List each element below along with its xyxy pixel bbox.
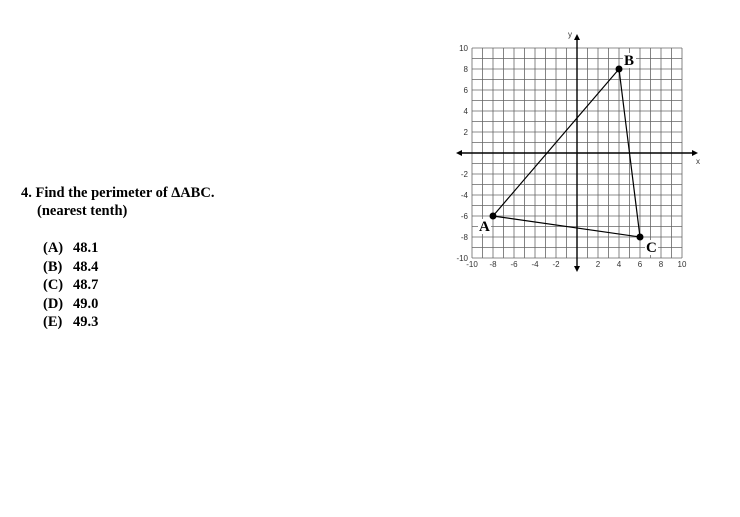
choice-letter: (D) — [43, 295, 64, 312]
y-tick-label: 10 — [459, 44, 468, 53]
y-tick-label: -4 — [460, 191, 468, 200]
vertex-c — [637, 234, 644, 241]
x-tick-label: -10 — [466, 260, 478, 269]
y-axis-label: y — [568, 30, 572, 39]
choice-letter: (A) — [43, 240, 64, 256]
choice-letter: (B) — [43, 258, 63, 275]
choice-value: 49.3 — [73, 314, 99, 330]
choice-value: 48.7 — [73, 277, 99, 293]
choice-value: 48.4 — [73, 258, 99, 275]
x-tick-label: 4 — [616, 260, 622, 269]
x-tick-label: 6 — [637, 260, 643, 269]
x-axis-arrow-left — [456, 150, 462, 156]
x-tick-label: 2 — [595, 260, 601, 269]
y-axis-arrow-down — [574, 266, 580, 272]
question-number: 4. — [21, 185, 32, 201]
vertex-b — [616, 66, 623, 73]
choice-letter: (E) — [43, 314, 63, 330]
y-tick-label: 8 — [463, 65, 468, 74]
vertex-label-b: B — [624, 53, 635, 69]
x-tick-label: -2 — [552, 260, 560, 269]
y-tick-label: -2 — [460, 170, 468, 179]
question-prompt: Find the perimeter of ∆ABC. — [35, 185, 215, 201]
vertex-a — [490, 213, 497, 220]
choice-letter: (C) — [43, 277, 64, 293]
y-tick-label: 2 — [463, 128, 468, 137]
vertex-label-c: C — [646, 240, 657, 256]
y-tick-label: -10 — [456, 254, 468, 263]
x-axis-label: x — [696, 157, 700, 166]
y-tick-label: 6 — [463, 86, 468, 95]
choice-value: 49.0 — [73, 295, 99, 312]
y-tick-label: -6 — [460, 212, 468, 221]
x-axis-arrow-right — [692, 150, 698, 156]
x-tick-label: -6 — [510, 260, 518, 269]
vertex-label-a: A — [479, 219, 490, 235]
y-tick-label: -8 — [460, 233, 468, 242]
y-axis-arrow-up — [574, 34, 580, 40]
x-tick-label: 10 — [677, 260, 687, 269]
choice-value: 48.1 — [73, 240, 99, 256]
x-tick-label: 8 — [658, 260, 664, 269]
x-tick-label: -4 — [531, 260, 539, 269]
y-tick-label: 4 — [463, 107, 468, 116]
question-subprompt: (nearest tenth) — [37, 203, 128, 219]
x-tick-label: -8 — [489, 260, 497, 269]
